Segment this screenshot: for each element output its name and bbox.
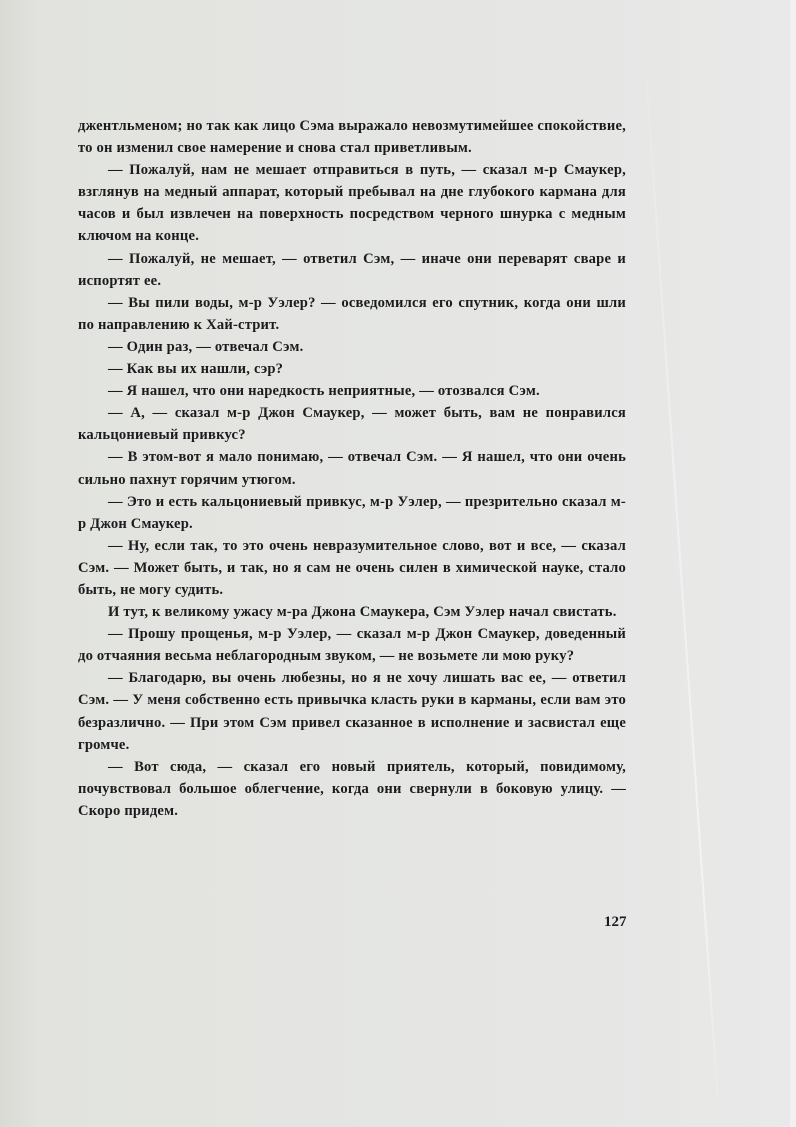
paragraph: — Прошу прощенья, м-р Уэлер, — сказал м-р Джон Смаукер, доведенный до отчаяния весьма неблагородным звуком, — не возьмете ли мою руку? bbox=[78, 626, 626, 665]
paragraph: — Вы пили воды, м-р Уэлер? — осведомился его спутник, когда они шли по направлению к Хай-стрит. bbox=[78, 294, 626, 333]
paragraph: — В этом-вот я мало понимаю, — отвечал Сэм. — Я нашел, что они очень сильно пахнут горячим утюгом. bbox=[78, 449, 626, 488]
paragraph: И тут, к великому ужасу м-ра Джона Смаукера, Сэм Уэлер начал свистать. bbox=[108, 604, 617, 621]
paragraph: — Благодарю, вы очень любезны, но я не хочу лишать вас ее, — ответил Сэм. — У меня собственно есть привычка класть руки в карманы, если вам это безразлично. — При этом Сэм привел сказанное в исполнение и засвистал еще громче. bbox=[78, 670, 626, 753]
paper-crease bbox=[640, 0, 721, 1124]
paragraph: — Пожалуй, нам не мешает отправиться в путь, — сказал м-р Смаукер, взглянув на медный аппарат, который пребывал на дне глубокого кармана для часов и был извлечен на поверхность посредством черного шнурка с медным ключом на конце. bbox=[78, 162, 626, 245]
paragraph: — Пожалуй, не мешает, — ответил Сэм, — иначе они переварят сваре и испортят ее. bbox=[78, 250, 626, 289]
paragraph: джентльменом; но так как лицо Сэма выражало невозмутимейшее спокойствие, то он изменил свое намерение и снова стал приветливым. bbox=[78, 118, 626, 157]
paragraph: — Ну, если так, то это очень невразумительное слово, вот и все, — сказал Сэм. — Может быть, и так, но я сам не очень силен в химической науке, стало быть, не могу судить. bbox=[78, 537, 626, 598]
paragraph: — Это и есть кальцониевый привкус, м-р Уэлер, — презрительно сказал м-р Джон Смаукер. bbox=[78, 493, 626, 532]
paragraph: — Как вы их нашли, сэр? bbox=[108, 361, 284, 378]
paragraph: — Один раз, — отвечал Сэм. bbox=[108, 338, 304, 355]
page-edge bbox=[790, 0, 796, 1127]
paragraph: — Вот сюда, — сказал его новый приятель, который, повидимому, почувствовал большое облегчение, когда они свернули в боковую улицу. — Скоро придем. bbox=[78, 758, 626, 819]
paragraph: — А, — сказал м-р Джон Смаукер, — может быть, вам не понравился кальцониевый привкус? bbox=[78, 405, 626, 444]
page-number: 127 bbox=[604, 914, 627, 930]
body-text bbox=[78, 115, 626, 822]
paragraph: — Я нашел, что они наредкость неприятные, — отозвался Сэм. bbox=[108, 383, 540, 400]
